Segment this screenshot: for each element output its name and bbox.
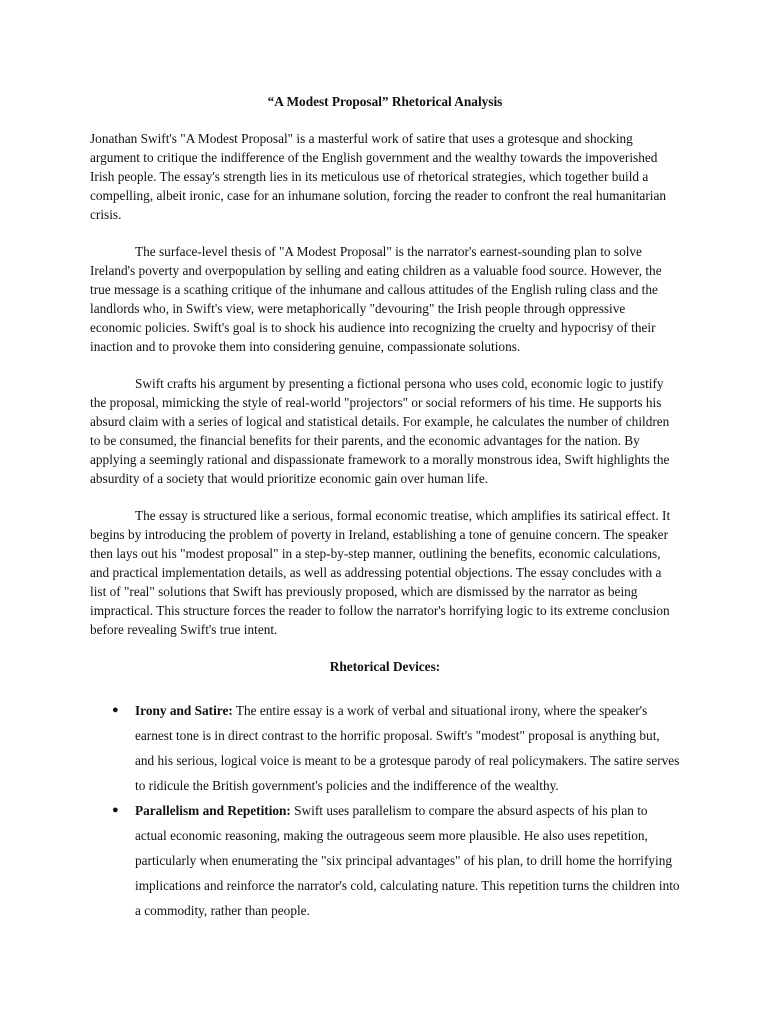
device-term: Irony and Satire: — [135, 703, 233, 719]
device-description: The entire essay is a work of verbal and situational irony, where the speaker's earnest tone is in direct contrast to the horrific proposal. Swift's "modest" proposal is anything but, and his serious, logical voice is meant to be a grotesque parody of real policymakers. The satire serves to ridicule the British government's policies and the indifference of the wealthy. — [135, 703, 680, 794]
devices-list — [90, 698, 680, 923]
intro-paragraph: Jonathan Swift's "A Modest Proposal" is a masterful work of satire that uses a grotesque and shocking argument to critique the indifference of the English government and the wealthy towards the impoverished Irish people. The essay's strength lies in its meticulous use of rhetorical strategies, which together build a compelling, albeit ironic, case for an inhumane solution, forcing the reader to confront the real humanitarian crisis. — [90, 131, 666, 222]
thesis-paragraph: The surface-level thesis of "A Modest Proposal" is the narrator's earnest-sounding plan to solve Ireland's poverty and overpopulation by selling and eating children as a valuable food source. However, the true message is a scathing critique of the inhumane and callous attitudes of the English ruling class and the landlords who, in Swift's view, were metaphorically "devouring" the Irish people through oppressive economic policies. Swift's goal is to shock his audience into recognizing the cruelty and hypocrisy of their inaction and to provoke them into considering genuine, compassionate solutions. — [90, 244, 662, 354]
argument-paragraph: Swift crafts his argument by presenting a fictional persona who uses cold, economic logic to justify the proposal, mimicking the style of real-world "projectors" or social reformers of his time. He supports his absurd claim with a series of logical and statistical details. For example, he calculates the number of children to be consumed, the financial benefits for their parents, and the economic advantages for the nation. By applying a seemingly rational and dispassionate framework to a morally monstrous idea, Swift highlights the absurdity of a society that would prioritize economic gain over human life. — [90, 376, 670, 486]
device-term: Parallelism and Repetition: — [135, 803, 291, 819]
structure-paragraph: The essay is structured like a serious, formal economic treatise, which amplifies its satirical effect. It begins by introducing the problem of poverty in Ireland, establishing a tone of genuine concern. The speaker then lays out his "modest proposal" in a step-by-step manner, outlining the benefits, economic calculations, and practical implementation details, as well as addressing potential objections. The essay concludes with a list of "real" solutions that Swift has previously proposed, which are dismissed by the narrator as being impractical. This structure forces the reader to follow the narrator's horrifying logic to its extreme conclusion before revealing Swift's true intent. — [90, 508, 671, 637]
bullet-icon: ● — [112, 804, 119, 817]
document-title: “A Modest Proposal” Rhetorical Analysis — [267, 94, 503, 109]
list-item — [90, 798, 680, 923]
bullet-icon: ● — [112, 704, 119, 717]
document-page — [90, 93, 680, 923]
list-item — [90, 698, 680, 798]
device-description: Swift uses parallelism to compare the absurd aspects of his plan to actual economic reasoning, making the outrageous seem more plausible. He also uses repetition, particularly when enumerating the "six principal advantages" of his plan, to drill home the horrifying implications and reinforce the narrator's cold, calculating nature. This repetition turns the children into a commodity, rather than people. — [135, 803, 680, 919]
devices-heading: Rhetorical Devices: — [329, 659, 441, 675]
